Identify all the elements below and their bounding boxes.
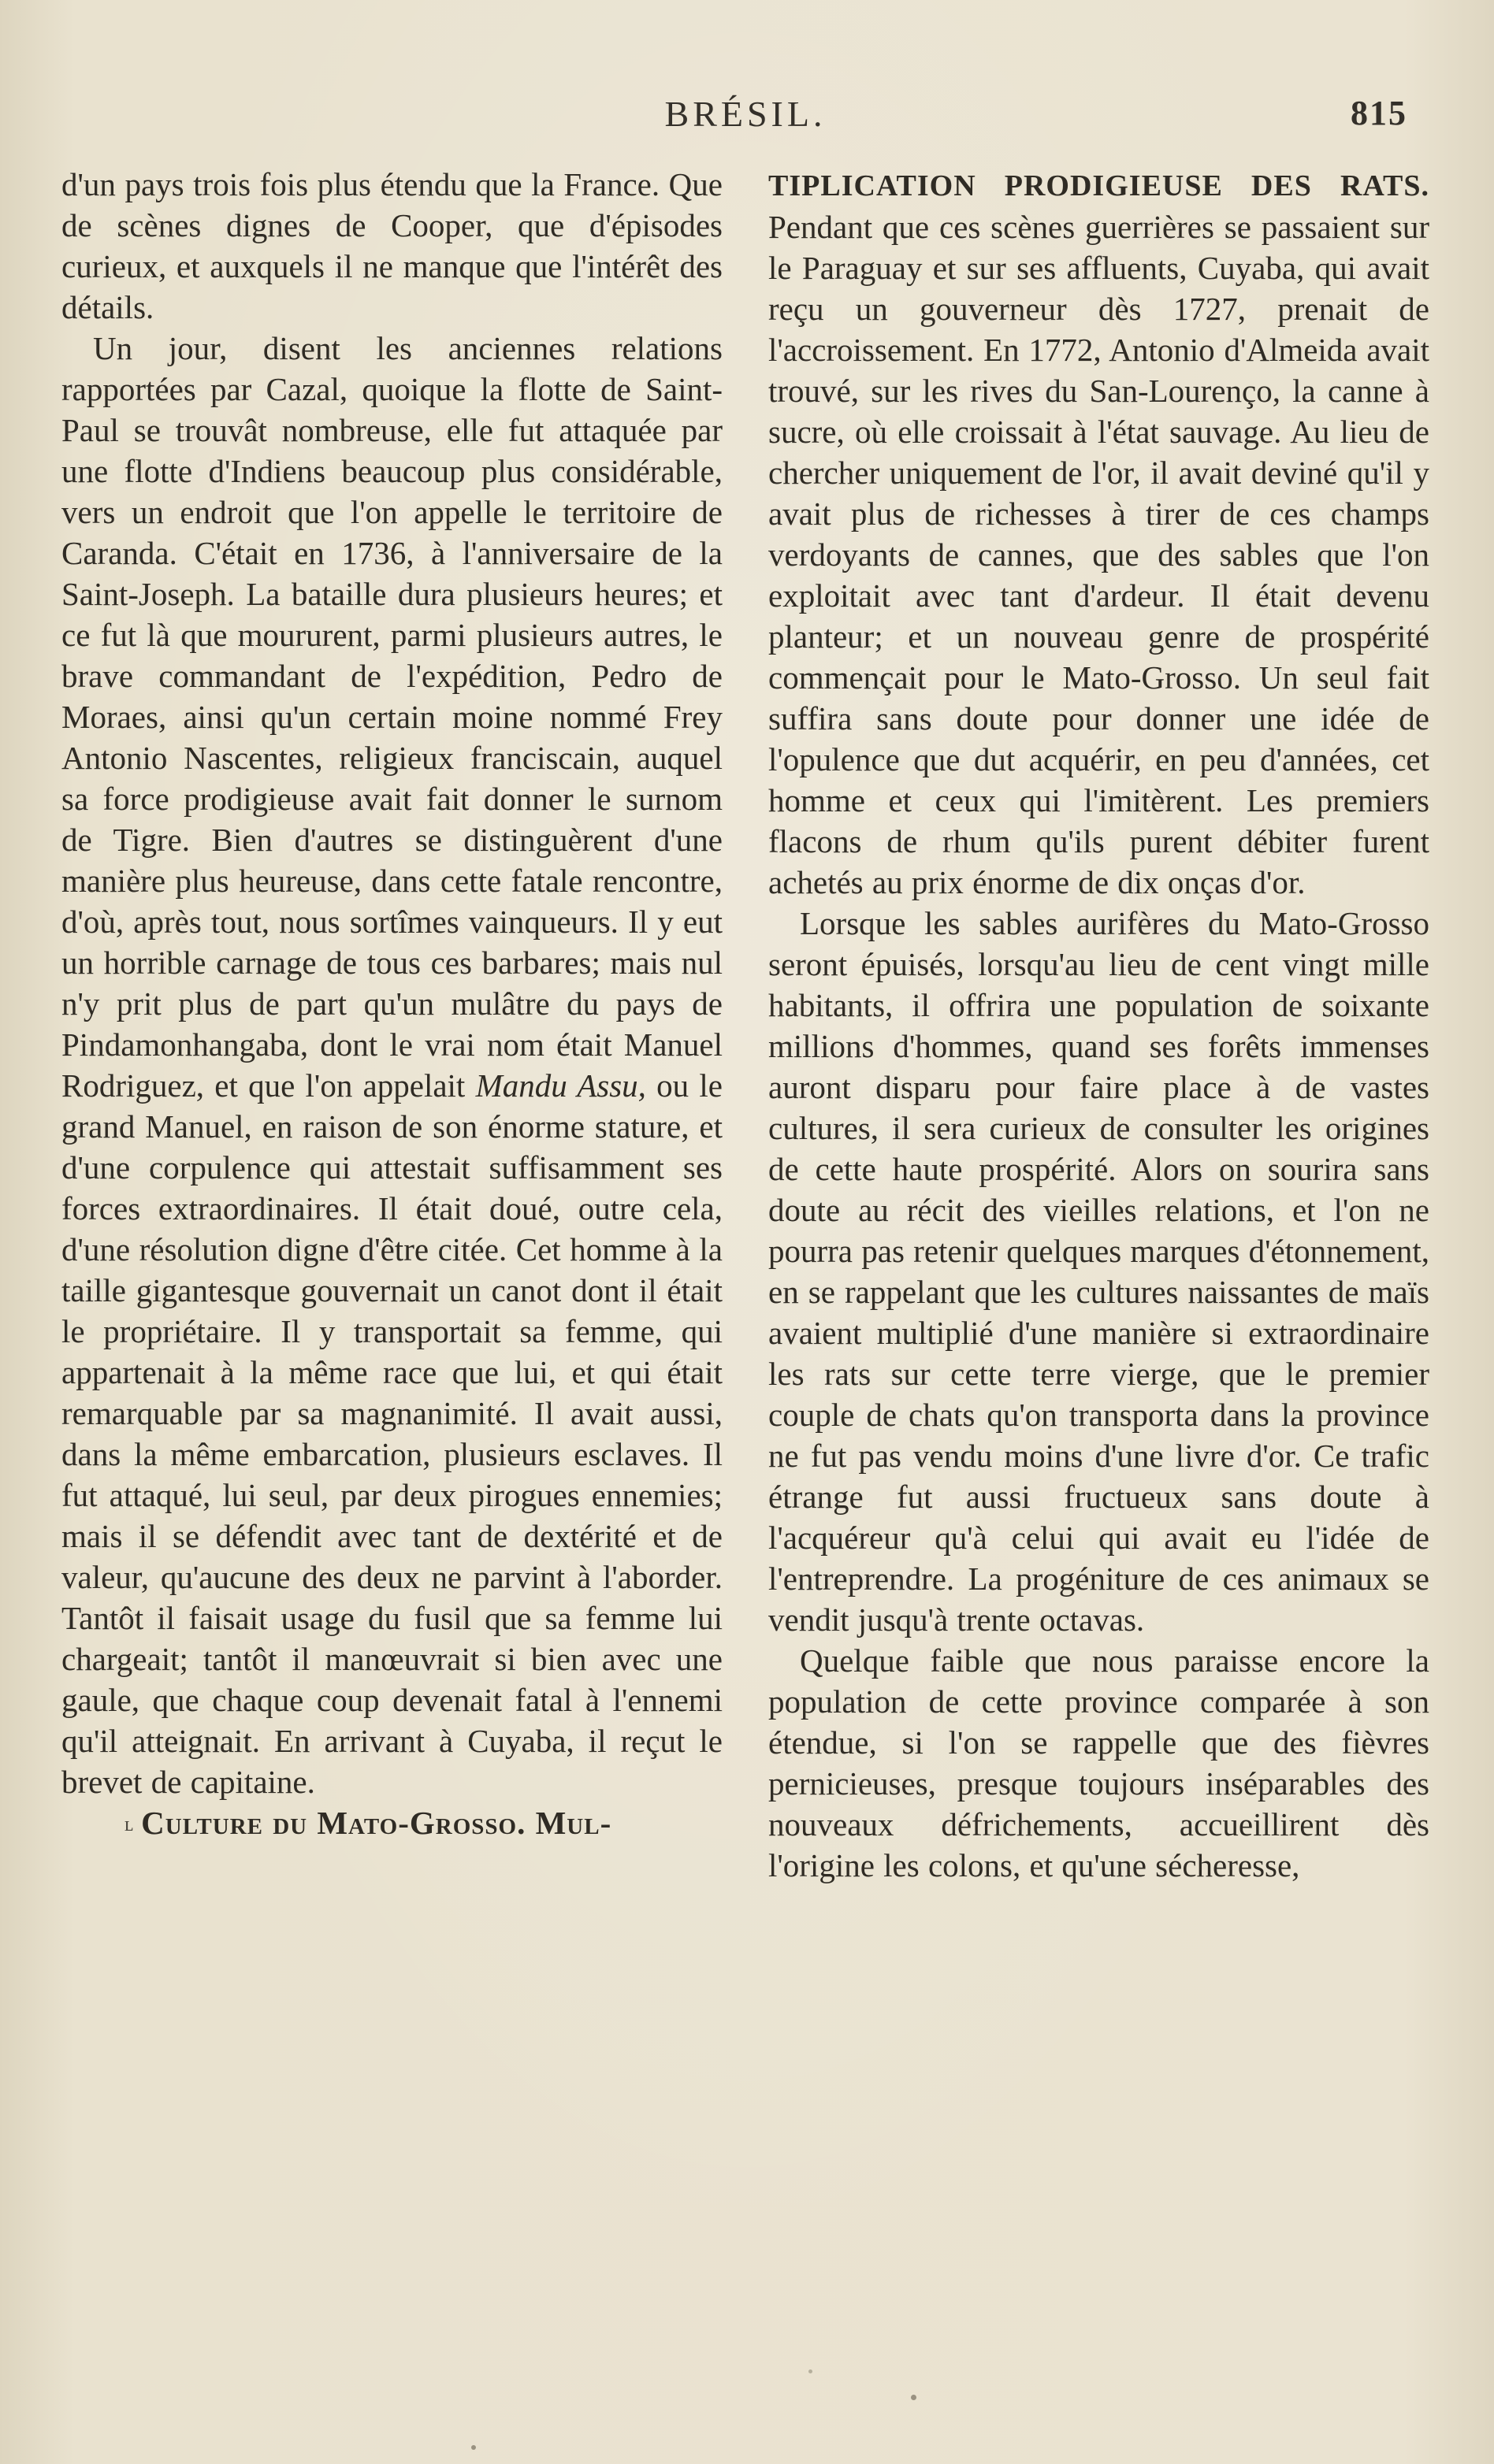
- paragraph-text: Un jour, disent les anciennes relations rapportées par Cazal, quoique la flotte de Saint-Paul se trouvât nombreuse, elle fut attaquée par une flotte d'Indiens beaucoup plus considérable, vers un endroit que l'on appelle le territoire de Caranda. C'était en 1736, à l'anniversaire de la Saint-Joseph. La bataille dura plusieurs heures; et ce fut là que moururent, parmi plusieurs autres, le brave commandant de l'expédition, Pedro de Moraes, ainsi qu'un certain moine nommé Frey Antonio Nascentes, religieux franciscain, auquel sa force prodigieuse avait fait donner le surnom de Tigre. Bien d'autres se distinguèrent d'une manière plus heureuse, dans cette fatale rencontre, d'où, après tout, nous sortîmes vainqueurs. Il y eut un horrible carnage de tous ces barbares; mais nul n'y prit plus de part qu'un mulâtre du pays de Pindamonhangaba, dont le vrai nom était Manuel Rodriguez, et que l'on appelait: [61, 330, 723, 1104]
- paragraph: [768, 164, 1429, 903]
- paragraph-text: Quelque faible que nous paraisse encore la population de cette province comparée à son étendue, si l'on se rappelle que des fièvres pernicieuses, presque toujours inséparables des nouveaux défrichements, accueillirent dès l'origine les colons, et qu'une sécheresse,: [768, 1642, 1429, 1883]
- paragraph-text: d'un pays trois fois plus étendu que la France. Que de scènes dignes de Cooper, que d'épisodes curieux, et auxquels il ne manque que l'intérêt des détails.: [61, 166, 723, 325]
- page-number: 815: [1351, 94, 1407, 132]
- signature-mark: ʟ: [124, 1813, 134, 1835]
- paragraph: [61, 164, 723, 328]
- section-heading: [61, 1802, 723, 1848]
- text-columns: [61, 164, 1429, 1886]
- paragraph: [768, 1640, 1429, 1886]
- section-heading-continuation: TIPLICATION PRODIGIEUSE DES RATS.: [768, 169, 1429, 202]
- section-heading-text: Culture du Mato-Grosso. Mul-: [141, 1805, 612, 1841]
- paper-speck: [808, 2369, 812, 2373]
- paragraph: [768, 903, 1429, 1640]
- paragraph: [61, 328, 723, 1802]
- paper-speck: [911, 2395, 916, 2400]
- paper-speck: [471, 2445, 476, 2450]
- page-header: [61, 93, 1429, 143]
- right-column: [768, 164, 1429, 1886]
- paragraph-text: Pendant que ces scènes guerrières se passaient sur le Paraguay et sur ses affluents, Cuyaba, qui avait reçu un gouverneur dès 1727, prenait de l'accroissement. En 1772, Antonio d'Almeida avait trouvé, sur les rives du San-Lourenço, la canne à sucre, où elle croissait à l'état sauvage. Au lieu de chercher uniquement de l'or, il avait deviné qu'il y avait plus de richesses à tirer de ces champs verdoyants de cannes, que des sables que l'on exploitait avec tant d'ardeur. Il était devenu planteur; et un nouveau genre de prospérité commençait pour le Mato-Grosso. Un seul fait suffira sans doute pour donner une idée de l'opulence que dut acquérir, en peu d'années, cet homme et ceux qui l'imitèrent. Les premiers flacons de rhum qu'ils purent débiter furent achetés au prix énorme de dix onças d'or.: [768, 209, 1429, 900]
- paragraph-text: Lorsque les sables aurifères du Mato-Grosso seront épuisés, lorsqu'au lieu de cent vingt mille habitants, il offrira une population de soixante millions d'hommes, quand ses forêts immenses auront disparu pour faire place à de vastes cultures, il sera curieux de consulter les origines de cette haute prospérité. Alors on sourira sans doute au récit des vieilles relations, et l'on ne pourra pas retenir quelques marques d'étonnement, en se rappelant que les cultures naissantes de maïs avaient multiplié d'une manière si extraordinaire les rats sur cette terre vierge, que le premier couple de chats qu'on transporta dans la province ne fut pas vendu moins d'une livre d'or. Ce trafic étrange fut aussi fructueux sans doute à l'acquéreur qu'à celui qui avait eu l'idée de l'entreprendre. La progéniture de ces animaux se vendit jusqu'à trente octavas.: [768, 905, 1429, 1638]
- italic-phrase: Mandu Assu,: [475, 1067, 646, 1104]
- paragraph-text: ou le grand Manuel, en raison de son énorme stature, et d'une corpulence qui attestait suffisamment ses forces extraordinaires. Il était doué, outre cela, d'une résolution digne d'être citée. Cet homme à la taille gigantesque gouvernait un canot dont il était le propriétaire. Il y transportait sa femme, qui appartenait à la même race que lui, et qui était remarquable par sa magnanimité. Il avait aussi, dans la même embarcation, plusieurs esclaves. Il fut attaqué, lui seul, par deux pirogues ennemies; mais il se défendit avec tant de dextérité et de valeur, qu'aucune des deux ne parvint à l'aborder. Tantôt il faisait usage du fusil que sa femme lui chargeait; tantôt il manœuvrait si bien avec une gaule, que chaque coup devenait fatal à l'ennemi qu'il atteignait. En arrivant à Cuyaba, il reçut le brevet de capitaine.: [61, 1067, 723, 1800]
- page-title: BRÉSIL.: [664, 94, 827, 134]
- left-column: [61, 164, 723, 1886]
